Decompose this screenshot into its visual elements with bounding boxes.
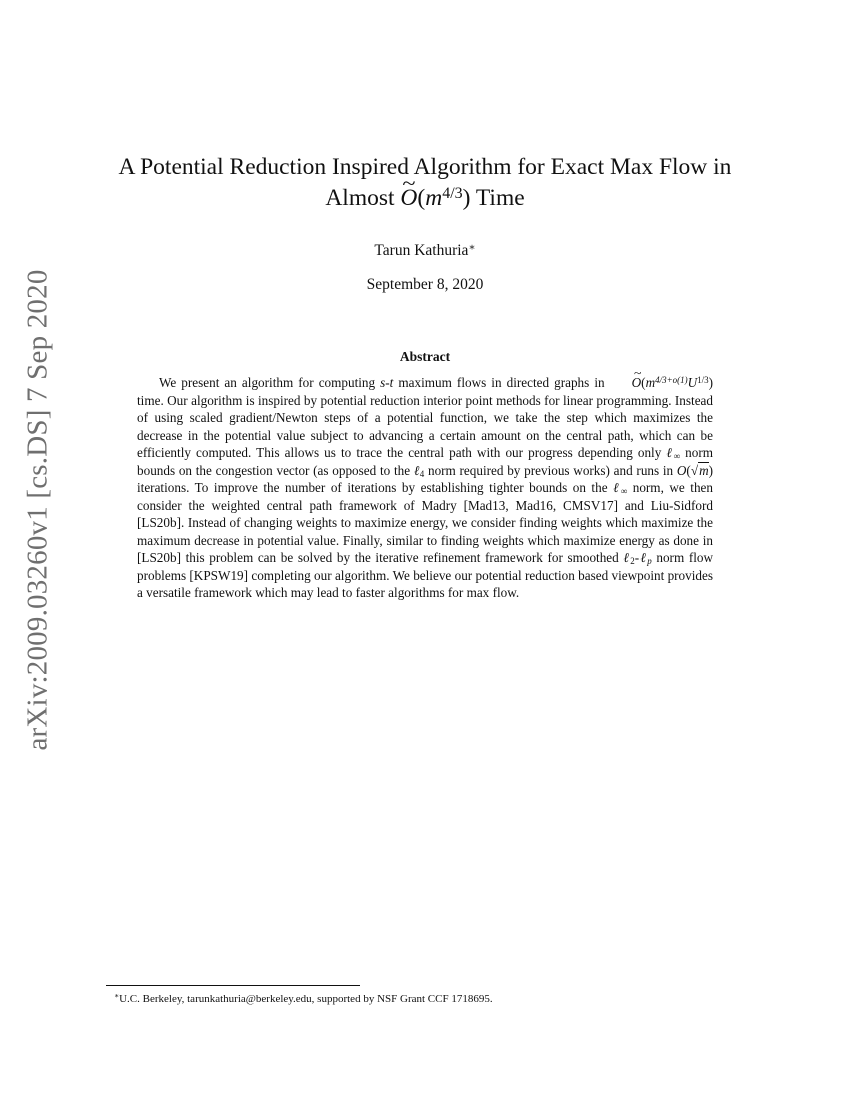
title-line-2: Almost ~ $O(m^{4/3})$ Time <box>325 185 524 211</box>
author-footnote-mark: ∗ <box>468 242 476 254</box>
footnote-rule <box>106 985 360 986</box>
abstract-heading: Abstract <box>399 349 451 364</box>
arxiv-identifier: arXiv:2009.03260v1 [cs.DS] 7 Sep 2020 <box>21 269 54 751</box>
title-line-1: A Potential Reduction Inspired Algorithm for Exact Max Flow in <box>118 154 732 180</box>
author-name: Tarun Kathuria∗ <box>374 242 476 259</box>
footnote <box>114 989 764 1006</box>
paper-title <box>85 152 765 214</box>
abstract-body: We present an algorithm for computing s-t maximum flows in directed graphs in ~ $O(m^{4/3+o(1)}U^{1/3})$ time. Our algorithm is inspired by potential reduction interior point methods for linear programming. Instead of using scaled gradient/Newton steps of a potential function, we take the step which maximizes the decrease in the potential value subject to advancing a certain amount on the central path, which can be efficiently computed. This allows us to trace the central path with our progress depending only ℓ$_\infty$ norm bounds on the congestion vector (as opposed to the ℓ$_4$ norm required by previous works) and runs in O(√m) iterations. To improve the number of iterations by establishing tighter bounds on the ℓ$_\infty$ norm, we then consider the weighted central path framework of Madry [Mad13, Mad16, CMSV17] and Liu-Sidford [LS20b]. Instead of changing weights to maximize energy, we consider finding weights which maximize the maximum decrease in potential value. Finally, similar to finding weights which maximize energy as done in [LS20b] this problem can be solved by the iterative refinement framework for smoothed ℓ$_2$-ℓ$_p$ norm flow problems [KPSW19] completing our algorithm. We believe our potential reduction based viewpoint provides a versatile framework which may lead to faster algorithms for max flow. <box>137 374 713 602</box>
publication-date: September 8, 2020 <box>366 276 484 293</box>
footnote-mark: ∗ <box>114 991 120 1000</box>
footnote-text: U.C. Berkeley, tarunkathuria@berkeley.edu, supported by NSF Grant CCF 1718695. <box>119 993 493 1005</box>
